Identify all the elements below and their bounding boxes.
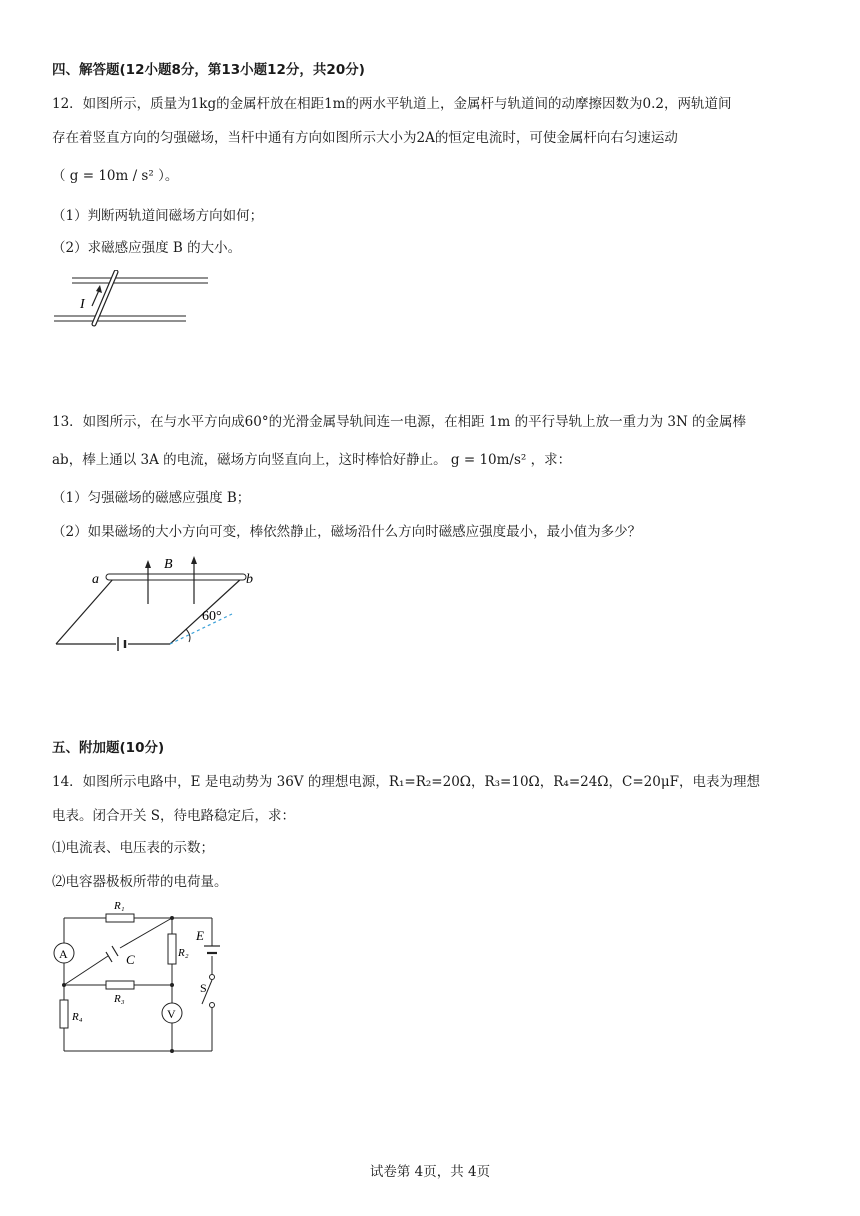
q14-label-C: C bbox=[126, 952, 135, 967]
q14-sub2: ⑵电容器极板所带的电荷量。 bbox=[52, 874, 228, 890]
q12-label-I: I bbox=[80, 297, 85, 312]
q13-line1: 13．如图所示，在与水平方向成60°的光滑金属导轨间连一电源，在相距 1m 的平行导轨上放一重力为 3N 的金属棒 bbox=[52, 414, 747, 430]
q12-sub1: （1）判断两轨道间磁场方向如何； bbox=[52, 208, 264, 224]
q14-label-V: V bbox=[167, 1007, 176, 1021]
q12-line3: （ g = 10m / s² ）。 bbox=[52, 168, 179, 184]
q14-label-R4: R₄ bbox=[72, 1011, 83, 1023]
q14-line1: 14．如图所示电路中，E 是电动势为 36V 的理想电源，R₁=R₂=20Ω，R₃=10Ω，R₄=24Ω，C=20μF，电表为理想 bbox=[52, 774, 760, 790]
q14-line2: 电表。闭合开关 S，待电路稳定后，求： bbox=[52, 808, 296, 824]
q14-label-A: A bbox=[59, 947, 68, 961]
q14-sub1: ⑴电流表、电压表的示数； bbox=[52, 840, 214, 856]
q13-incline-figure bbox=[50, 552, 270, 652]
q12-line1: 12．如图所示，质量为1kg的金属杆放在相距1m的两水平轨道上，金属杆与轨道间的动摩擦因数为0.2，两轨道间 bbox=[52, 96, 732, 112]
q13-sub2: （2）如果磁场的大小方向可变，棒依然静止，磁场沿什么方向时磁感应强度最小，最小值为多少？ bbox=[52, 524, 642, 540]
section4-heading: 四、解答题(12小题8分，第13小题12分，共20分) bbox=[52, 62, 365, 78]
q14-circuit-figure bbox=[50, 896, 230, 1056]
q13-label-b: b bbox=[246, 572, 253, 587]
page-footer: 试卷第 4页，共 4页 bbox=[369, 1164, 491, 1180]
q14-label-E: E bbox=[196, 928, 204, 943]
q12-sub2: （2）求磁感应强度 B 的大小。 bbox=[52, 240, 242, 256]
section5-heading: 五、附加题(10分) bbox=[52, 740, 165, 756]
q14-label-R3: R₃ bbox=[114, 993, 125, 1005]
q13-sub1: （1）匀强磁场的磁感应强度 B； bbox=[52, 490, 251, 506]
q13-line2: ab，棒上通以 3A 的电流，磁场方向竖直向上，这时棒恰好静止。 g = 10m/s² ，求： bbox=[52, 452, 572, 468]
q13-label-angle: 60° bbox=[202, 609, 222, 624]
q13-label-B: B bbox=[164, 557, 173, 572]
q12-line2: 存在着竖直方向的匀强磁场，当杆中通有方向如图所示大小为2A的恒定电流时，可使金属杆向右匀速运动 bbox=[52, 130, 678, 146]
q13-label-a: a bbox=[92, 572, 99, 587]
q14-label-R1: R₁ bbox=[114, 900, 125, 912]
q14-label-S: S bbox=[200, 981, 207, 995]
q12-rail-figure bbox=[50, 270, 220, 330]
q14-label-R2: R₂ bbox=[178, 947, 189, 959]
